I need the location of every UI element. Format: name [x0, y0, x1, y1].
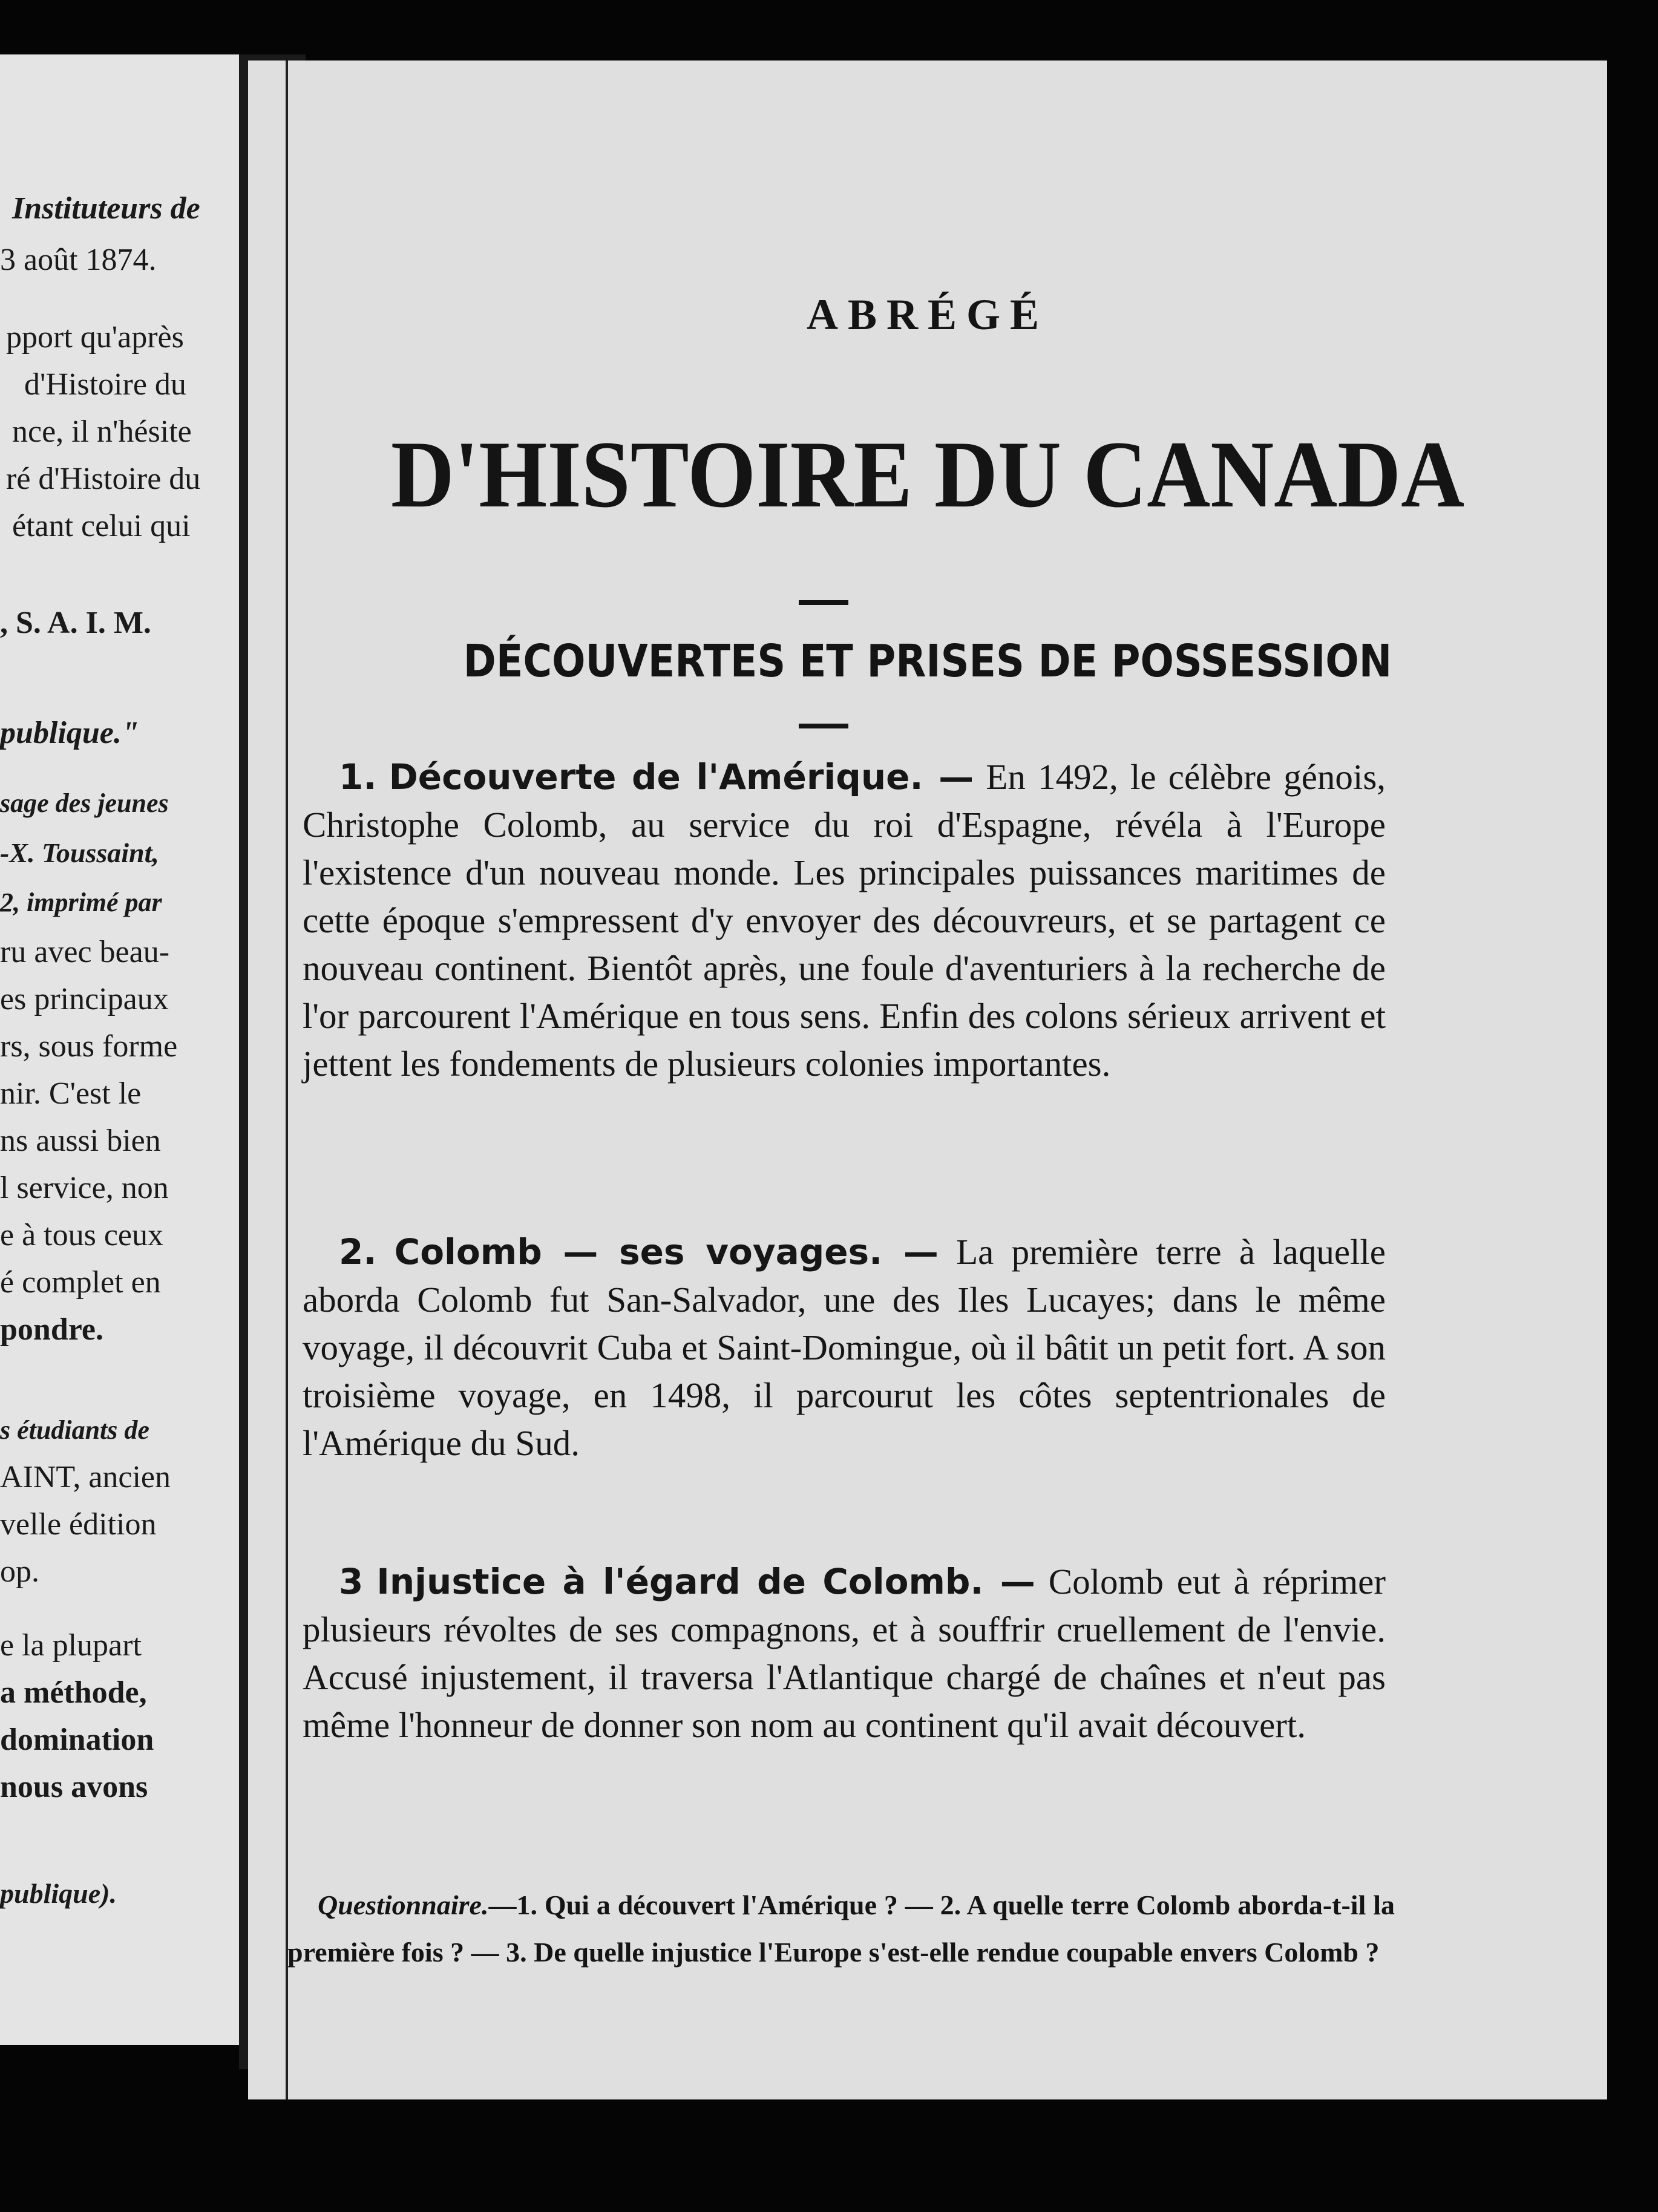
left-line: ré d'Histoire du — [6, 462, 201, 496]
questionnaire-label: Questionnaire. — [318, 1890, 489, 1920]
questionnaire — [287, 1882, 1395, 1976]
section-heading: Découverte de l'Amérique. — — [388, 756, 974, 797]
main-page — [248, 61, 1607, 2099]
section-text: Colomb eut à réprimer plusieurs révoltes de ses compagnons, et à souffrir cruellement de l'envie. Accusé injustement, il traversa l'Atlantique chargé de chaînes et n'eut pas même l'honneur de donner son nom au continent qu'il avait découvert. — [303, 1562, 1386, 1745]
left-line: ns aussi bien — [0, 1124, 161, 1158]
left-line: pondre. — [0, 1312, 103, 1347]
left-line: ru avec beau- — [0, 935, 170, 969]
left-line: sage des jeunes — [0, 788, 169, 818]
left-line: s étudiants de — [0, 1415, 149, 1445]
left-line: e la plupart — [0, 1628, 142, 1663]
section-heading: Injustice à l'égard de Colomb. — — [376, 1561, 1035, 1602]
left-line: nous avons — [0, 1770, 148, 1804]
questionnaire-text: —1. Qui a découvert l'Amérique ? — 2. A quelle terre Colomb aborda-t-il la première fois ? — 3. De quelle injustice l'Europe s'est-elle rendue coupable envers Colomb ? — [287, 1890, 1395, 1968]
page-subtitle: DÉCOUVERTES ET PRISES DE POSSESSION — [463, 635, 1392, 687]
left-line: domination — [0, 1723, 154, 1757]
left-line: étant celui qui — [12, 509, 191, 543]
left-line: Instituteurs de — [12, 191, 200, 226]
left-line: velle édition — [0, 1507, 157, 1542]
section-number: 2. — [339, 1231, 377, 1272]
left-line: publique." — [0, 716, 139, 750]
left-line: 3 août 1874. — [0, 243, 157, 277]
left-line: op. — [0, 1554, 39, 1589]
heading-abrege: ABRÉGÉ — [806, 290, 1049, 339]
section-2 — [303, 1228, 1386, 1467]
left-line: -X. Toussaint, — [0, 837, 159, 868]
left-line: es principaux — [0, 982, 169, 1016]
left-line: e à tous ceux — [0, 1218, 164, 1252]
left-line: rs, sous forme — [0, 1029, 178, 1064]
section-text: La première terre à laquelle aborda Colomb fut San-Salvador, une des Iles Lucayes; dans le même voyage, il découvrit Cuba et Saint-Domingue, où il bâtit un petit fort. A son troisième voyage, en 1498, il parcourut les côtes septentrionales de l'Amérique du Sud. — [303, 1232, 1386, 1463]
left-line: d'Histoire du — [24, 367, 186, 402]
left-line: publique). — [0, 1878, 117, 1909]
section-heading: Colomb — ses voyages. — — [394, 1231, 939, 1272]
section-number: 3 — [339, 1561, 364, 1602]
left-page-fragment — [0, 54, 239, 2045]
left-line: pport qu'après — [6, 320, 184, 355]
left-line: nce, il n'hésite — [12, 414, 192, 449]
divider-dash — [799, 600, 848, 605]
divider-dash — [799, 724, 848, 728]
left-line: a méthode, — [0, 1675, 147, 1710]
left-line: 2, imprimé par — [0, 888, 162, 917]
left-line: AINT, ancien — [0, 1460, 171, 1494]
left-line: é complet en — [0, 1265, 161, 1300]
left-line: nir. C'est le — [0, 1076, 142, 1111]
left-line: , S. A. I. M. — [0, 606, 151, 640]
left-line: l service, non — [0, 1171, 169, 1205]
section-number: 1. — [339, 756, 377, 797]
section-text: En 1492, le célèbre génois, Christophe Colomb, au service du roi d'Espagne, révéla à l'Europe l'existence d'un nouveau monde. Les principales puissances maritimes de cette époque s'empressent d'y envoyer des découvreurs, et se partagent ce nouveau continent. Bientôt après, une foule d'aventuriers à la recherche de l'or parcourent l'Amérique en tous sens. Enfin des colons sérieux arrivent et jettent les fondements de plusieurs colonies importantes. — [303, 757, 1386, 1084]
section-1 — [303, 753, 1386, 1088]
page-title: D'HISTOIRE DU CANADA — [390, 422, 1465, 528]
page-crease — [286, 61, 288, 2099]
section-3 — [303, 1558, 1386, 1749]
